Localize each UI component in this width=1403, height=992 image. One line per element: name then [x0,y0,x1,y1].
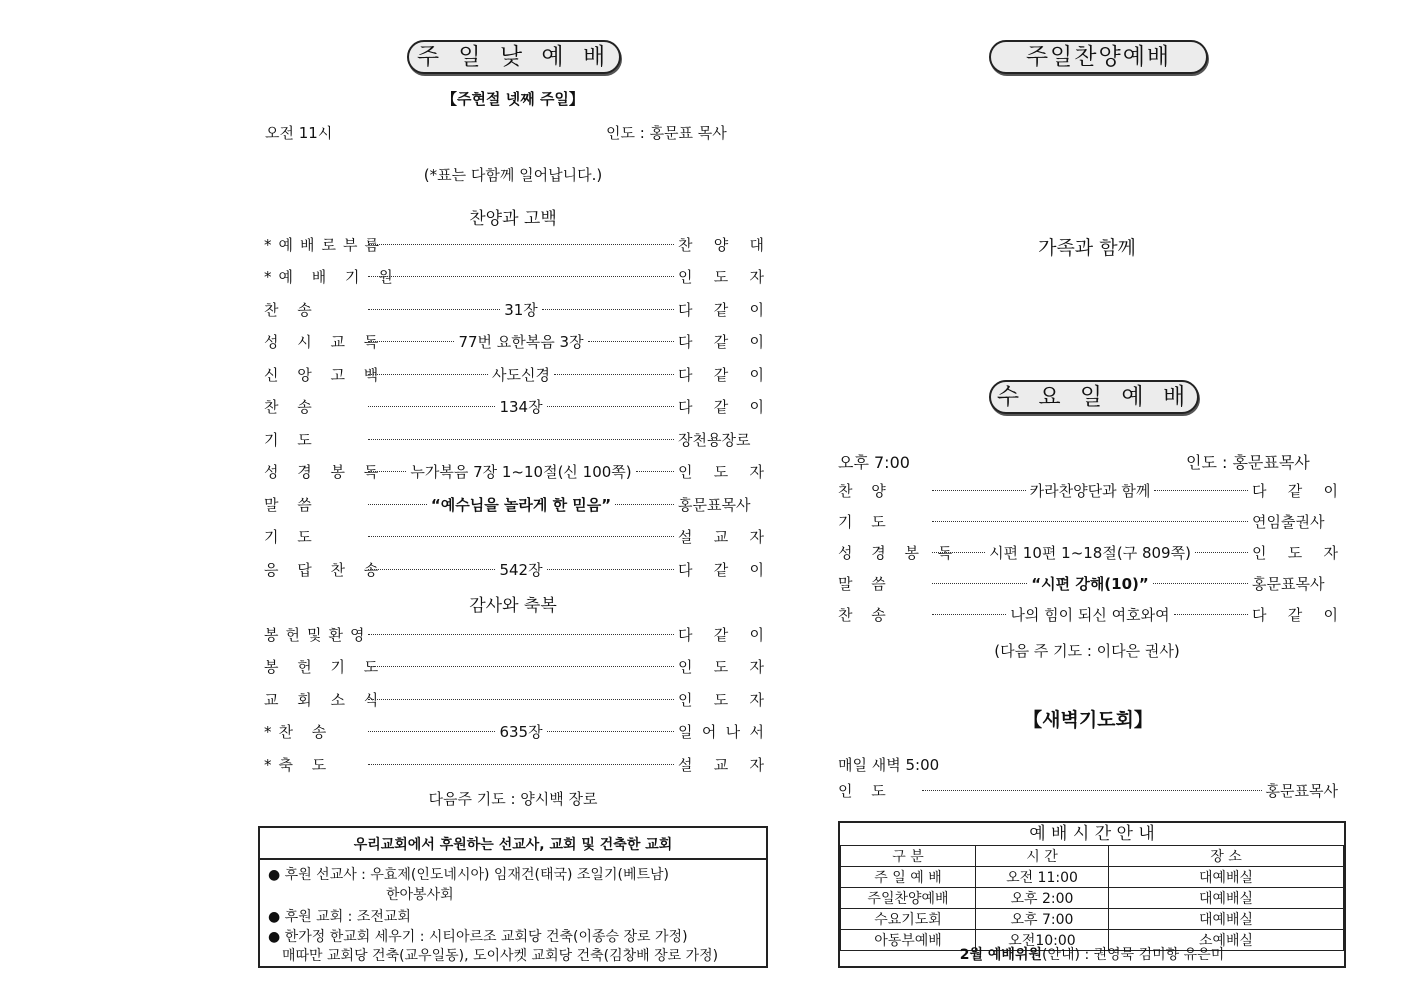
cell: 대예배실 [1109,909,1344,930]
dot-leader [636,471,674,472]
wednesday-item-person: 다 같 이 [1252,605,1338,624]
dot-leader [932,490,1026,491]
wednesday-item-row [838,479,1338,501]
order-item-label: 기 도 [264,528,319,546]
dawn-leader: 홍문표목사 [1265,781,1338,800]
church-building-cont: 매따만 교회당 건축(교우일동), 도이사켓 교회당 건축(김창배 장로 가정) [282,948,719,964]
order-item-label: 성 시 교 독 [264,333,386,351]
order-item-person: 인 도 자 [678,463,764,481]
table-row [841,888,1344,909]
support-missionaries-cont: 한아봉사회 [386,887,454,903]
blessing-item-row [264,721,764,743]
col-division: 구 분 [841,846,976,867]
table-row [841,909,1344,930]
support-box-title: 우리교회에서 후원하는 선교사, 교회 및 건축한 교회 [353,837,673,853]
order-item-row [264,233,764,255]
order-item-label: 신 앙 고 백 [264,365,386,384]
blessing-item-person: 일 어 나 서 [678,723,764,741]
dawn-prayer-title: 【새벽기도회】 [1023,709,1153,731]
blessing-item-row [264,623,764,645]
dot-leader [368,439,674,440]
cell: 아동부예배 [841,930,976,951]
support-churches: ● 후원 교회 : 조전교회 [268,909,411,925]
dot-leader [922,790,1262,791]
order-item-label: 찬 송 [264,398,319,416]
dot-leader [368,569,495,570]
order-item-person: 다 같 이 [678,560,764,579]
dot-leader [368,471,406,472]
cell: 대예배실 [1109,888,1344,909]
schedule-table [840,845,1344,951]
service-time: 오전 11시 [265,124,333,142]
wednesday-item-person: 인 도 자 [1252,543,1338,562]
order-item-person: 다 같 이 [678,300,765,319]
cell: 오후 7:00 [976,909,1109,930]
dot-leader [368,309,500,310]
wednesday-item-row [838,510,1338,532]
blessing-item-label: 봉 헌 기 도 [264,658,386,676]
order-item-person: 다 같 이 [678,333,765,351]
wednesday-next-prayer: (다음 주 기도 : 이다은 권사) [994,642,1180,660]
order-item-row [264,331,764,353]
wednesday-item-label: 기 도 [838,512,893,531]
dot-leader [368,341,454,342]
wednesday-item-person: 홍문표목사 [1252,574,1325,593]
wednesday-item-detail: 나의 힘이 되신 여호와여 [1010,605,1170,624]
order-item-person: 다 같 이 [678,365,764,384]
blessing-item-label: 봉헌및환영 [264,625,372,644]
dot-leader [1174,614,1248,615]
order-item-label: 성 경 봉 독 [264,463,386,481]
wednesday-item-detail: “시편 강해(10)” [1031,574,1149,593]
blessing-item-person: 인 도 자 [678,658,764,676]
table-row [841,867,1344,888]
order-item-person: 찬 양 대 [678,235,764,254]
schedule-header-row [841,846,1344,867]
sunday-service-title: 주 일 낮 예 배 [407,40,621,74]
order-item-detail: 542장 [499,560,543,579]
cell: 오전10:00 [976,930,1109,951]
order-item-row [264,558,764,580]
order-item-person: 홍문표목사 [678,495,751,514]
order-item-label: *예 배 기 원 [264,268,400,286]
dot-leader [1195,552,1248,553]
dawn-prayer-time: 매일 새벽 5:00 [838,756,940,774]
order-item-row [264,526,764,548]
wednesday-item-label: 말 씀 [838,574,893,593]
support-box [258,826,768,968]
order-item-row [264,461,764,483]
cell: 오후 2:00 [976,888,1109,909]
order-item-row [264,428,764,450]
cell: 대예배실 [1109,867,1344,888]
standing-note: (*표는 다함께 일어납니다.) [423,166,603,184]
dot-leader [368,374,488,375]
blessing-item-label: *축 도 [264,755,334,774]
dot-leader [368,634,674,635]
order-item-label: 말 씀 [264,495,319,514]
sunday-praise-title: 주일찬양예배 [989,40,1208,74]
schedule-box [838,821,1346,968]
committee-label: 2월 예배위원 [959,947,1043,963]
support-missionaries: ● 후원 선교사 : 우효제(인도네시아) 임재건(태국) 조일기(베트남) [268,867,669,883]
dot-leader [1154,490,1248,491]
order-item-row [264,363,764,385]
col-place: 장 소 [1109,846,1344,867]
wednesday-item-label: 찬 양 [838,481,893,500]
cell: 주 일 예 배 [841,867,976,888]
blessing-item-person: 다 같 이 [678,625,764,644]
wednesday-leader: 인도 : 홍문표목사 [1186,453,1310,472]
dot-leader [547,731,674,732]
dot-leader [932,521,1248,522]
committee-names: (안내) : 권영묵 김미향 유은미 [1042,947,1225,963]
wednesday-item-person: 다 같 이 [1252,481,1339,500]
order-item-row [264,266,764,288]
dot-leader [932,552,985,553]
order-item-detail: 134장 [499,398,543,416]
wednesday-item-detail: 카라찬양단과 함께 [1029,481,1151,500]
dot-leader [542,309,674,310]
dot-leader [368,536,674,537]
wednesday-time: 오후 7:00 [838,453,910,472]
wednesday-item-person: 연임출권사 [1252,512,1325,531]
wednesday-item-row [838,572,1338,594]
order-item-person: 다 같 이 [678,398,764,416]
church-building: ● 한가정 한교회 세우기 : 시티아르조 교회당 건축(이종승 장로 가정) [268,929,688,945]
blessing-item-label: 교 회 소 식 [264,690,386,709]
order-item-row [264,298,764,320]
blessing-item-person: 인 도 자 [678,690,764,709]
dot-leader [588,341,674,342]
wednesday-service-title: 수 요 일 예 배 [989,380,1199,414]
blessing-item-row [264,656,764,678]
blessing-item-person: 설 교 자 [678,755,764,774]
blessing-item-label: *찬 송 [264,723,334,741]
wednesday-item-row [838,541,1338,563]
cell: 수요기도회 [841,909,976,930]
order-item-row [264,396,764,418]
section-praise-confession: 찬양과 고백 [469,209,557,229]
service-leader: 인도 : 홍문표 목사 [606,124,727,142]
dot-leader [368,764,674,765]
order-item-detail: 누가복음 7장 1~10절(신 100쪽) [410,463,632,481]
dot-leader [368,406,495,407]
cell: 소예배실 [1109,930,1344,951]
section-thanks-blessing: 감사와 축복 [469,596,557,616]
blessing-item-detail: 635장 [499,723,543,741]
dot-leader [368,699,674,700]
dot-leader [932,583,1027,584]
dot-leader [932,614,1006,615]
wednesday-item-label: 찬 송 [838,605,893,624]
wednesday-item-label: 성 경 봉 독 [838,543,960,562]
blessing-item-row [264,753,764,775]
epiphany-subtitle: 【주현절 넷째 주일】 [442,90,584,108]
order-item-detail: 사도신경 [492,365,550,384]
schedule-title: 예 배 시 간 안 내 [1029,824,1155,844]
dot-leader [368,731,495,732]
dot-leader [547,569,674,570]
order-item-person: 장천용장로 [678,430,751,449]
next-week-prayer: 다음주 기도 : 양시백 장로 [428,790,598,808]
dawn-prayer-row [838,779,1338,801]
service-committee [840,944,1344,964]
order-item-label: *예배로부름 [264,235,386,254]
dot-leader [547,406,674,407]
order-item-label: 찬 송 [264,300,319,319]
order-item-detail: 77번 요한복음 3장 [458,333,584,351]
order-item-detail: 31장 [504,300,538,319]
dot-leader [368,666,674,667]
wednesday-item-detail: 시편 10편 1~18절(구 809쪽) [989,543,1191,562]
blessing-item-row [264,688,764,710]
order-item-detail: “예수님을 놀라게 한 믿음” [430,495,612,514]
cell: 오전 11:00 [976,867,1109,888]
dot-leader [368,276,674,277]
wednesday-item-row [838,603,1338,625]
dot-leader [554,374,674,375]
order-item-label: 기 도 [264,430,319,449]
col-time: 시 간 [976,846,1109,867]
dot-leader [615,504,674,505]
with-family: 가족과 함께 [1038,237,1136,259]
cell: 주일찬양예배 [841,888,976,909]
dawn-label: 인 도 [838,781,893,800]
dot-leader [368,504,427,505]
order-item-person: 인 도 자 [678,268,764,286]
dot-leader [1153,583,1248,584]
order-item-label: 응 답 찬 송 [264,560,386,579]
order-item-row [264,493,764,515]
order-item-person: 설 교 자 [678,528,764,546]
dot-leader [368,244,674,245]
